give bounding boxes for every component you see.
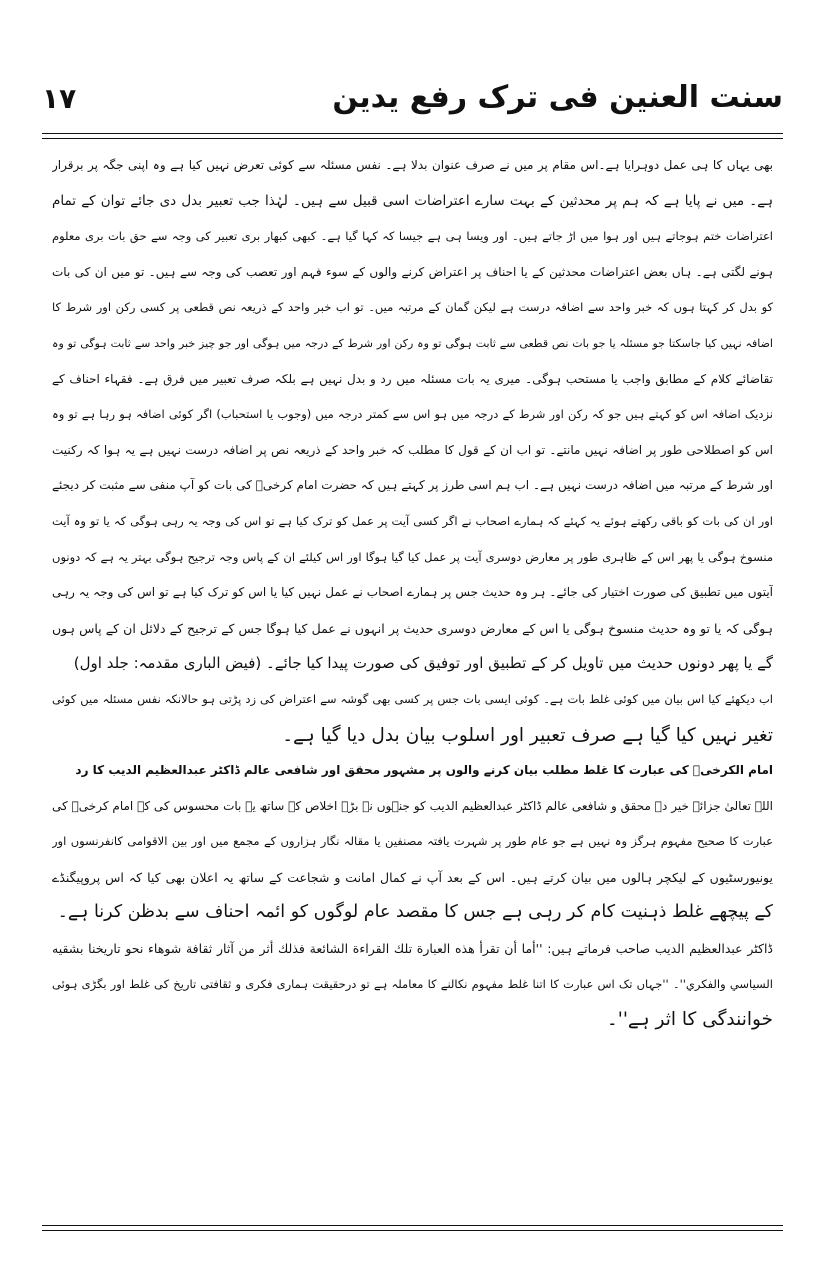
text-line: بھی یہاں کا ہی عمل دوہرایا ہے۔اس مقام پر میں نے صرف عنوان بدلا ہے۔ نفس مسئلہ سے کوئی تعرض نہیں کیا ہے وہ اپنی جگہ پر برقرار <box>52 158 773 172</box>
page-number: ۱۷ <box>42 82 77 115</box>
section-heading: امام الکرخیؒ کی عبارت کا غلط مطلب بیان کرنے والوں پر مشہور محقق اور شافعی عالم ڈاکٹر عبدالعظیم الدیب کا رد <box>75 763 773 778</box>
text-line: کے پیچھے غلط ذہنیت کام کر رہی ہے جس کا مقصد عام لوگوں کو ائمہ احناف سے بدظن کرنا ہے۔ <box>57 902 773 923</box>
text-line: اعتراضات ختم ہوجاتے ہیں اور ہوا میں اڑ جاتے ہیں۔ اور ویسا ہی ہے جیسا کہ کہا گیا ہے۔ کبھی کبھار بری تعبیر کی وجہ سے حق بات بری معلوم <box>52 229 773 244</box>
text-line-quote: خوانندگی کا اثر ہے''۔ <box>606 1009 773 1031</box>
running-title: سنت العنین فی ترک رفع یدین <box>332 80 783 115</box>
text-line: ہونے لگتی ہے۔ ہاں بعض اعتراضات محدثین کے یا احناف پر اعتراض کرنے والوں کے سوء فہم اور تعصب کی وجہ سے ہیں۔ تو میں ان کی بات <box>52 264 773 279</box>
text-line: اس کو اصطلاحی طور پر اضافہ نہیں مانتے۔ تو اب ان کے قول کا مطلب کہ خبر واحد کے ذریعہ نص پر اضافہ درست نہیں ہے یہ ہوا کہ رکنیت <box>52 442 773 457</box>
text-line: اور شرط کے مرتبہ میں اضافہ درست نہیں ہے۔ اب ہم اسی طرز پر کہتے ہیں کہ حضرت امام کرخیؒ کی بات کو آپ منفی سے مثبت کر دیجئے <box>52 478 773 493</box>
text-line: کو بدل کر کہتا ہوں کہ خبر واحد سے اضافہ درست ہے لیکن گمان کے مرتبہ میں۔ تو اب خبر واحد کے ذریعہ نص قطعی پر کسی رکن اور شرط کا <box>52 300 773 315</box>
header-rule-top <box>42 133 783 134</box>
text-line-citation: گے یا پھر دونوں حدیث میں تاویل کر کے تطبیق اور توفیق کی صورت پیدا کیا جائے۔ (فیض الباری مقدمہ: جلد اول) <box>73 654 773 673</box>
text-line: نزدیک اضافہ اس کو کہتے ہیں جو کہ رکن اور شرط کے درجہ میں ہو اس سے کمتر درجہ میں (وجوب یا استحباب) اگر کوئی اضافہ ہو رہا ہے تو وہ <box>52 407 773 422</box>
text-line: اللہ تعالیٰ جزائے خیر دے محقق و شافعی عالم ڈاکٹر عبدالعظیم الدیب کو جنہوں نے بڑے اخلاص کے ساتھ یہ بات محسوس کی کہ امام کرخیؒ کی <box>52 798 773 813</box>
header-rule-bottom <box>42 138 783 139</box>
text-line: ہوگی کہ یا تو وہ حدیث منسوخ ہوگی یا اس کے معارض دوسری حدیث پر انہوں نے عمل کیا ہوگا جس کے ترجیح کے دلائل ان کے پاس ہوں <box>52 620 773 636</box>
text-line: تقاضائے کلام کے مطابق واجب یا مستحب ہوگی۔ میری یہ بات مسئلہ میں رد و بدل نہیں ہے بلکہ صرف تعبیر میں فرق ہے۔ فقہاء احناف کے <box>52 371 773 386</box>
text-line: اضافہ نہیں کیا جاسکتا جو مسئلہ یا جو بات نص قطعی سے ثابت ہوگی تو وہ رکن اور شرط کے درجہ میں ہوگی اور جو چیز خبر واحد سے ثابت ہوگی تو وہ <box>52 336 773 350</box>
footer-rule-top <box>42 1225 783 1226</box>
text-line: آیتوں میں تطبیق کی صورت اختیار کی جائے۔ ہر وہ حدیث جس پر ہمارے اصحاب نے عمل نہیں کیا یا اس کو ترک کیا ہے تو اس کی وجہ یہ رہی <box>52 585 773 600</box>
text-line: اب دیکھئے کیا اس بیان میں کوئی غلط بات ہے۔ کوئی ایسی بات جس پر کسی بھی گوشہ سے اعتراض کی زد پڑتی ہو حالانکہ نفس مسئلہ میں کوئی <box>52 691 773 706</box>
body-text <box>52 148 773 1038</box>
text-line: یونیورسٹیوں کے لیکچر ہالوں میں بیان کرتے ہیں۔ اس کے بعد آپ نے کمال امانت و شجاعت کے ساتھ یہ اعلان بھی کیا کہ اس پروپیگنڈے <box>52 869 773 885</box>
text-line-quote: ڈاکٹر عبدالعظیم الدیب صاحب فرماتے ہیں: ''أما أن تقرأ هذه العبارة تلك القراءة الشائعة فذلك أثر من آثار ثقافة شوهاء نحو تاریخنا بشقيه <box>52 941 773 957</box>
text-line: اور ان کی بات کو باقی رکھتے ہوئے یہ کہئے کہ ہمارے اصحاب نے اگر کسی آیت پر عمل کو ترک کیا ہے تو اس کی وجہ یہ رہی ہوگی کہ یا تو وہ آیت <box>52 513 773 528</box>
footer-rule-bottom <box>42 1230 783 1231</box>
text-line: عبارت کا صحیح مفہوم ہرگز وہ نہیں ہے جو عام طور پر شہرت یافتہ مصنفین یا مقالہ نگار ہزاروں کے مجمع میں اور بین الاقوامی کانفرنسوں اور <box>52 834 773 849</box>
text-line-quote: السياسي والفكري''۔ ''جہاں تک اس عبارت کا اتنا غلط مفہوم نکالنے کا معاملہ ہے تو درحقیقت ہماری فکری و ثقافتی تاریخ کی غلط اور بگڑی ہوئی <box>52 976 773 991</box>
text-line: ہے۔ میں نے پایا ہے کہ ہم پر محدثین کے بہت سارے اعتراضات اسی قبیل سے ہیں۔ لہٰذا جب تعبیر بدل دی جائے توان کے تمام <box>52 192 773 209</box>
text-line: تغیر نہیں کیا گیا ہے صرف تعبیر اور اسلوب بیان بدل دیا گیا ہے۔ <box>282 724 773 746</box>
page-header <box>42 78 783 130</box>
text-line: منسوخ ہوگی یا پھر اس کے ظاہری طور پر معارض دوسری آیت پر عمل کیا گیا ہوگا اور اس کیلئے ان کے پاس وجہ ترجیح ہوگی بہتر یہ ہے کہ دونوں <box>52 549 773 564</box>
